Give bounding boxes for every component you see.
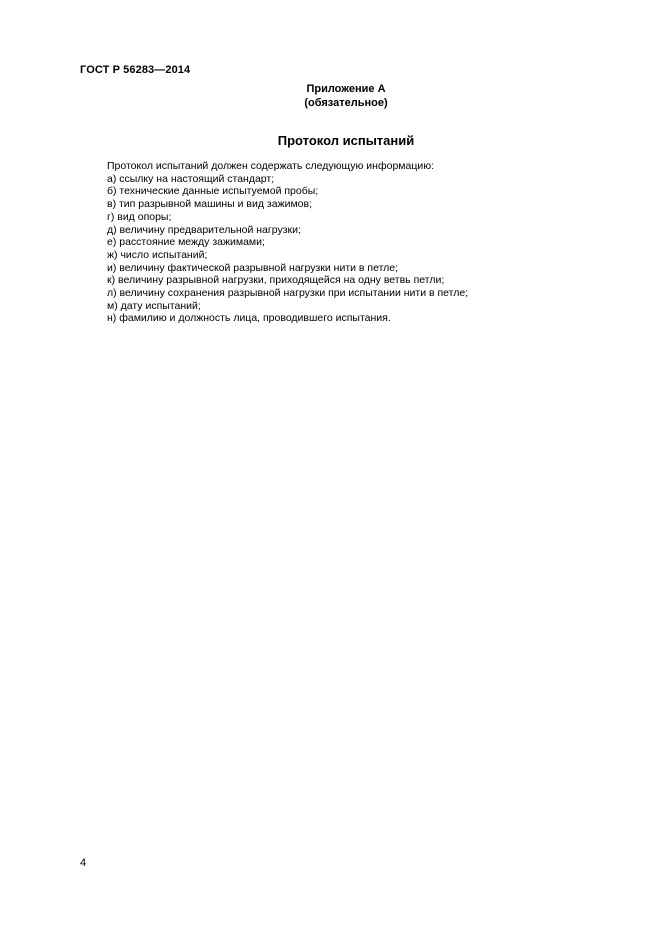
list-item: е) расстояние между зажимами; xyxy=(107,236,265,249)
list-item: н) фамилию и должность лица, проводившего испытания. xyxy=(107,312,391,325)
list-item: к) величину разрывной нагрузки, приходящейся на одну ветвь петли; xyxy=(107,274,445,287)
list-item: б) технические данные испытуемой пробы; xyxy=(107,185,319,198)
list-item: м) дату испытаний; xyxy=(107,299,201,312)
list-item: и) величину фактической разрывной нагрузки нити в петле; xyxy=(107,261,399,274)
page-number: 4 xyxy=(80,857,87,869)
document-code: ГОСТ Р 56283—2014 xyxy=(80,64,191,76)
appendix-heading xyxy=(196,82,496,110)
appendix-title: Приложение А xyxy=(306,83,386,95)
protocol-content xyxy=(107,160,468,325)
appendix-status: (обязательное) xyxy=(304,97,388,109)
list-item: г) вид опоры; xyxy=(107,210,172,223)
list-item: д) величину предварительной нагрузки; xyxy=(107,223,301,236)
intro-paragraph: Протокол испытаний должен содержать следующую информацию: xyxy=(107,160,435,172)
list-item: в) тип разрывной машины и вид зажимов; xyxy=(107,198,313,211)
section-title: Протокол испытаний xyxy=(277,133,415,148)
list-item: л) величину сохранения разрывной нагрузки при испытании нити в петле; xyxy=(107,287,469,300)
list-item: ж) число испытаний; xyxy=(107,248,208,261)
list-item: а) ссылку на настоящий стандарт; xyxy=(107,172,275,185)
